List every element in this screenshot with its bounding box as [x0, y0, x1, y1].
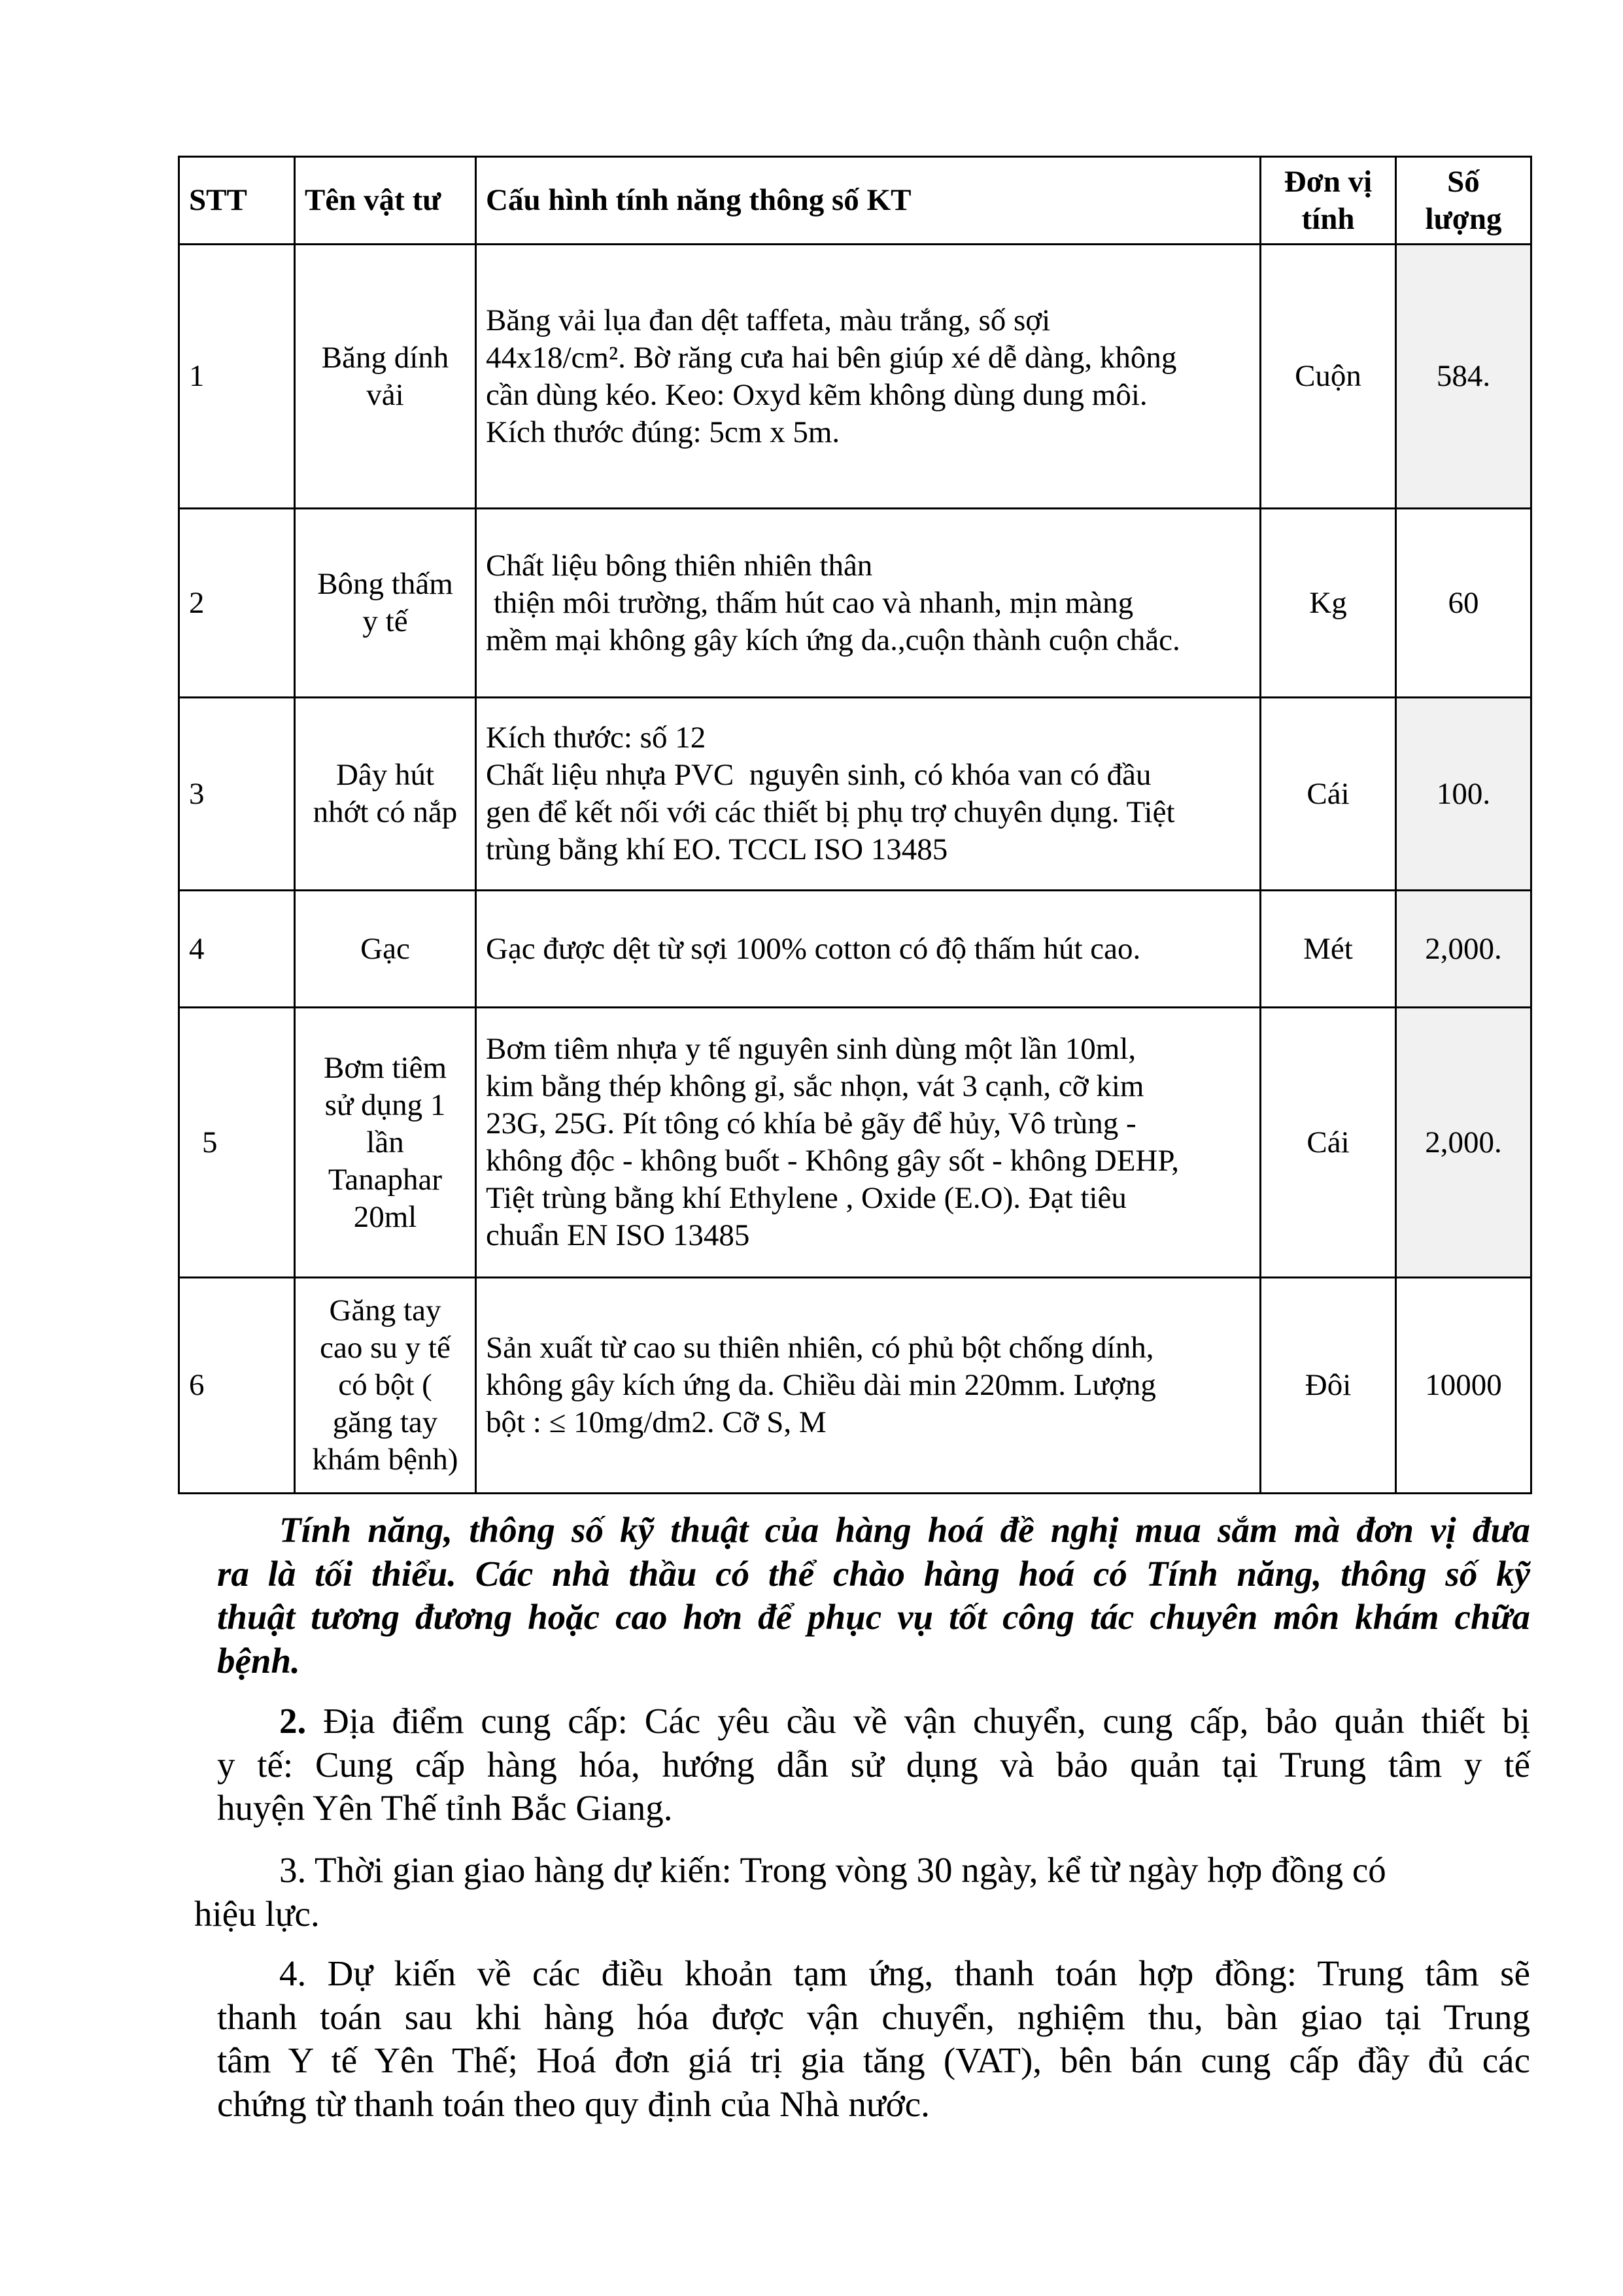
paragraph-line: thanh toán sau khi hàng hóa được vận chuyển, nghiệm thu, bàn giao tại Trung — [217, 1996, 1530, 2037]
item-name-line: Gạc — [360, 931, 410, 966]
cell-stt: 1 — [179, 245, 295, 509]
item-name-line: Găng tay — [329, 1294, 441, 1328]
item-name-line: 20ml — [353, 1199, 417, 1234]
cell-unit: Kg — [1261, 509, 1396, 698]
spec-line: Chất liệu nhựa PVC nguyên sinh, có khóa van có đầu — [486, 758, 1152, 792]
item-name-line: Dây hút — [335, 758, 435, 792]
item-name-line: sử dụng 1 — [324, 1088, 446, 1122]
paragraph-line: y tế: Cung cấp hàng hóa, hướng dẫn sử dụng và bảo quản tại Trung tâm y tế — [217, 1744, 1530, 1785]
table-row — [179, 698, 1531, 891]
cell-quantity: 100. — [1396, 698, 1531, 891]
item-number: 2. — [279, 1701, 307, 1741]
table-row — [179, 1278, 1531, 1494]
cell-stt: 5 — [179, 1008, 295, 1278]
spec-line: mềm mại không gây kích ứng da.,cuộn thành cuộn chắc. — [486, 623, 1180, 657]
spec-line: không độc - không buốt - Không gây sốt - không DEHP, — [486, 1144, 1180, 1178]
delivery-time-paragraph — [194, 1849, 1530, 1936]
header-item-name: Tên vật tư — [295, 157, 476, 245]
cell-stt: 2 — [179, 509, 295, 698]
paragraph-line: hiệu lực. — [194, 1893, 320, 1934]
delivery-location-paragraph — [217, 1700, 1530, 1830]
cell-spec — [476, 891, 1261, 1008]
spec-line: Bơm tiêm nhựa y tế nguyên sinh dùng một lần 10ml, — [486, 1032, 1136, 1066]
table-row — [179, 891, 1531, 1008]
spec-line: bột : ≤ 10mg/dm2. Cỡ S, M — [486, 1405, 827, 1439]
item-name-line: y tế — [362, 604, 408, 638]
cell-item-name — [295, 891, 476, 1008]
item-name-line: Bơm tiêm — [323, 1050, 447, 1085]
cell-item-name — [295, 1008, 476, 1278]
paragraph-line: chứng từ thanh toán theo quy định của Nhà nước. — [217, 2083, 930, 2124]
spec-line: Kích thước đúng: 5cm x 5m. — [486, 415, 840, 449]
item-name-line: găng tay — [332, 1405, 438, 1439]
paragraph-text: Địa điểm cung cấp: Các yêu cầu về vận chuyển, cung cấp, bảo quản thiết bị — [306, 1701, 1530, 1741]
spec-line: kim bằng thép không gỉ, sắc nhọn, vát 3 cạnh, cỡ kim — [486, 1069, 1144, 1103]
header-quantity — [1396, 157, 1531, 245]
cell-quantity: 2,000. — [1396, 891, 1531, 1008]
spec-line: Băng vải lụa đan dệt taffeta, màu trắng, số sợi — [486, 303, 1051, 337]
cell-quantity: 10000 — [1396, 1278, 1531, 1494]
item-name-line: lần — [366, 1125, 404, 1159]
note-line: Tính năng, thông số kỹ thuật của hàng hoá đề nghị mua sắm mà đơn vị đưa — [279, 1510, 1530, 1550]
spec-line: 23G, 25G. Pít tông có khía bẻ gãy để hủy, Vô trùng - — [486, 1106, 1136, 1140]
spec-line: chuẩn EN ISO 13485 — [486, 1218, 750, 1252]
payment-terms-paragraph — [217, 1952, 1530, 2126]
note-line: thuật tương đương hoặc cao hơn để phục vụ tốt công tác chuyên môn khám chữa — [217, 1597, 1530, 1637]
cell-spec — [476, 1278, 1261, 1494]
cell-item-name — [295, 245, 476, 509]
cell-item-name — [295, 1278, 476, 1494]
note-line: ra là tối thiểu. Các nhà thầu có thể chào hàng hoá có Tính năng, thông số kỹ — [217, 1553, 1530, 1594]
cell-spec — [476, 245, 1261, 509]
cell-stt: 6 — [179, 1278, 295, 1494]
spec-line: trùng bằng khí EO. TCCL ISO 13485 — [486, 832, 948, 866]
cell-unit: Cái — [1261, 698, 1396, 891]
spec-line: Sản xuất từ cao su thiên nhiên, có phủ bột chống dính, — [486, 1331, 1154, 1365]
paragraph-line — [217, 1700, 1530, 1743]
header-quantity-line: lượng — [1425, 201, 1502, 236]
spec-line: cần dùng kéo. Keo: Oxyd kẽm không dùng dung môi. — [486, 377, 1148, 412]
note-line: bệnh. — [217, 1640, 300, 1681]
spec-line: Gạc được dệt từ sợi 100% cotton có độ thấm hút cao. — [486, 931, 1141, 966]
cell-unit: Cái — [1261, 1008, 1396, 1278]
item-name-line: Tanaphar — [328, 1162, 443, 1197]
paragraph-line: tâm Y tế Yên Thế; Hoá đơn giá trị gia tăng (VAT), bên bán cung cấp đầy đủ các — [217, 2040, 1530, 2080]
cell-spec — [476, 698, 1261, 891]
cell-stt: 4 — [179, 891, 295, 1008]
cell-unit: Cuộn — [1261, 245, 1396, 509]
table-row — [179, 245, 1531, 509]
header-spec: Cấu hình tính năng thông số KT — [476, 157, 1261, 245]
item-name-line: có bột ( — [338, 1368, 432, 1402]
header-unit-line: Đơn vị — [1284, 164, 1373, 199]
spec-line: Kích thước: số 12 — [486, 721, 706, 755]
item-name-line: Bông thấm — [317, 567, 453, 601]
cell-spec — [476, 509, 1261, 698]
header-quantity-line: Số — [1447, 164, 1480, 199]
cell-item-name — [295, 698, 476, 891]
item-name-line: Băng dính — [321, 340, 449, 375]
spec-line: thiện môi trường, thấm hút cao và nhanh, mịn màng — [486, 585, 1134, 620]
header-unit-line: tính — [1301, 201, 1355, 236]
cell-unit: Mét — [1261, 891, 1396, 1008]
table-row — [179, 1008, 1531, 1278]
item-name-line: vải — [366, 377, 404, 412]
spec-line: gen để kết nối với các thiết bị phụ trợ chuyên dụng. Tiệt — [486, 795, 1175, 829]
spec-line: 44x18/cm². Bờ răng cưa hai bên giúp xé dễ dàng, không — [486, 340, 1177, 375]
cell-unit: Đôi — [1261, 1278, 1396, 1494]
paragraph-line: huyện Yên Thế tỉnh Bắc Giang. — [217, 1788, 673, 1828]
cell-quantity: 584. — [1396, 245, 1531, 509]
header-stt: STT — [179, 157, 295, 245]
table-row — [179, 509, 1531, 698]
table-header-row — [179, 157, 1531, 245]
spec-line: không gây kích ứng da. Chiều dài min 220mm. Lượng — [486, 1368, 1156, 1402]
cell-item-name — [295, 509, 476, 698]
spec-line: Tiệt trùng bằng khí Ethylene , Oxide (E.O). Đạt tiêu — [486, 1181, 1127, 1215]
cell-quantity: 60 — [1396, 509, 1531, 698]
header-unit — [1261, 157, 1396, 245]
supplies-spec-table — [178, 156, 1532, 1494]
paragraph-line: 4. Dự kiến về các điều khoản tạm ứng, thanh toán hợp đồng: Trung tâm sẽ — [279, 1953, 1530, 1993]
paragraph-line: 3. Thời gian giao hàng dự kiến: Trong vòng 30 ngày, kể từ ngày hợp đồng có — [279, 1850, 1386, 1890]
item-name-line: nhớt có nắp — [313, 795, 458, 829]
cell-spec — [476, 1008, 1261, 1278]
item-name-line: khám bệnh) — [312, 1443, 458, 1477]
note-paragraph — [217, 1509, 1530, 1683]
spec-line: Chất liệu bông thiên nhiên thân — [486, 548, 873, 583]
item-name-line: cao su y tế — [320, 1331, 451, 1365]
cell-stt: 3 — [179, 698, 295, 891]
cell-quantity: 2,000. — [1396, 1008, 1531, 1278]
